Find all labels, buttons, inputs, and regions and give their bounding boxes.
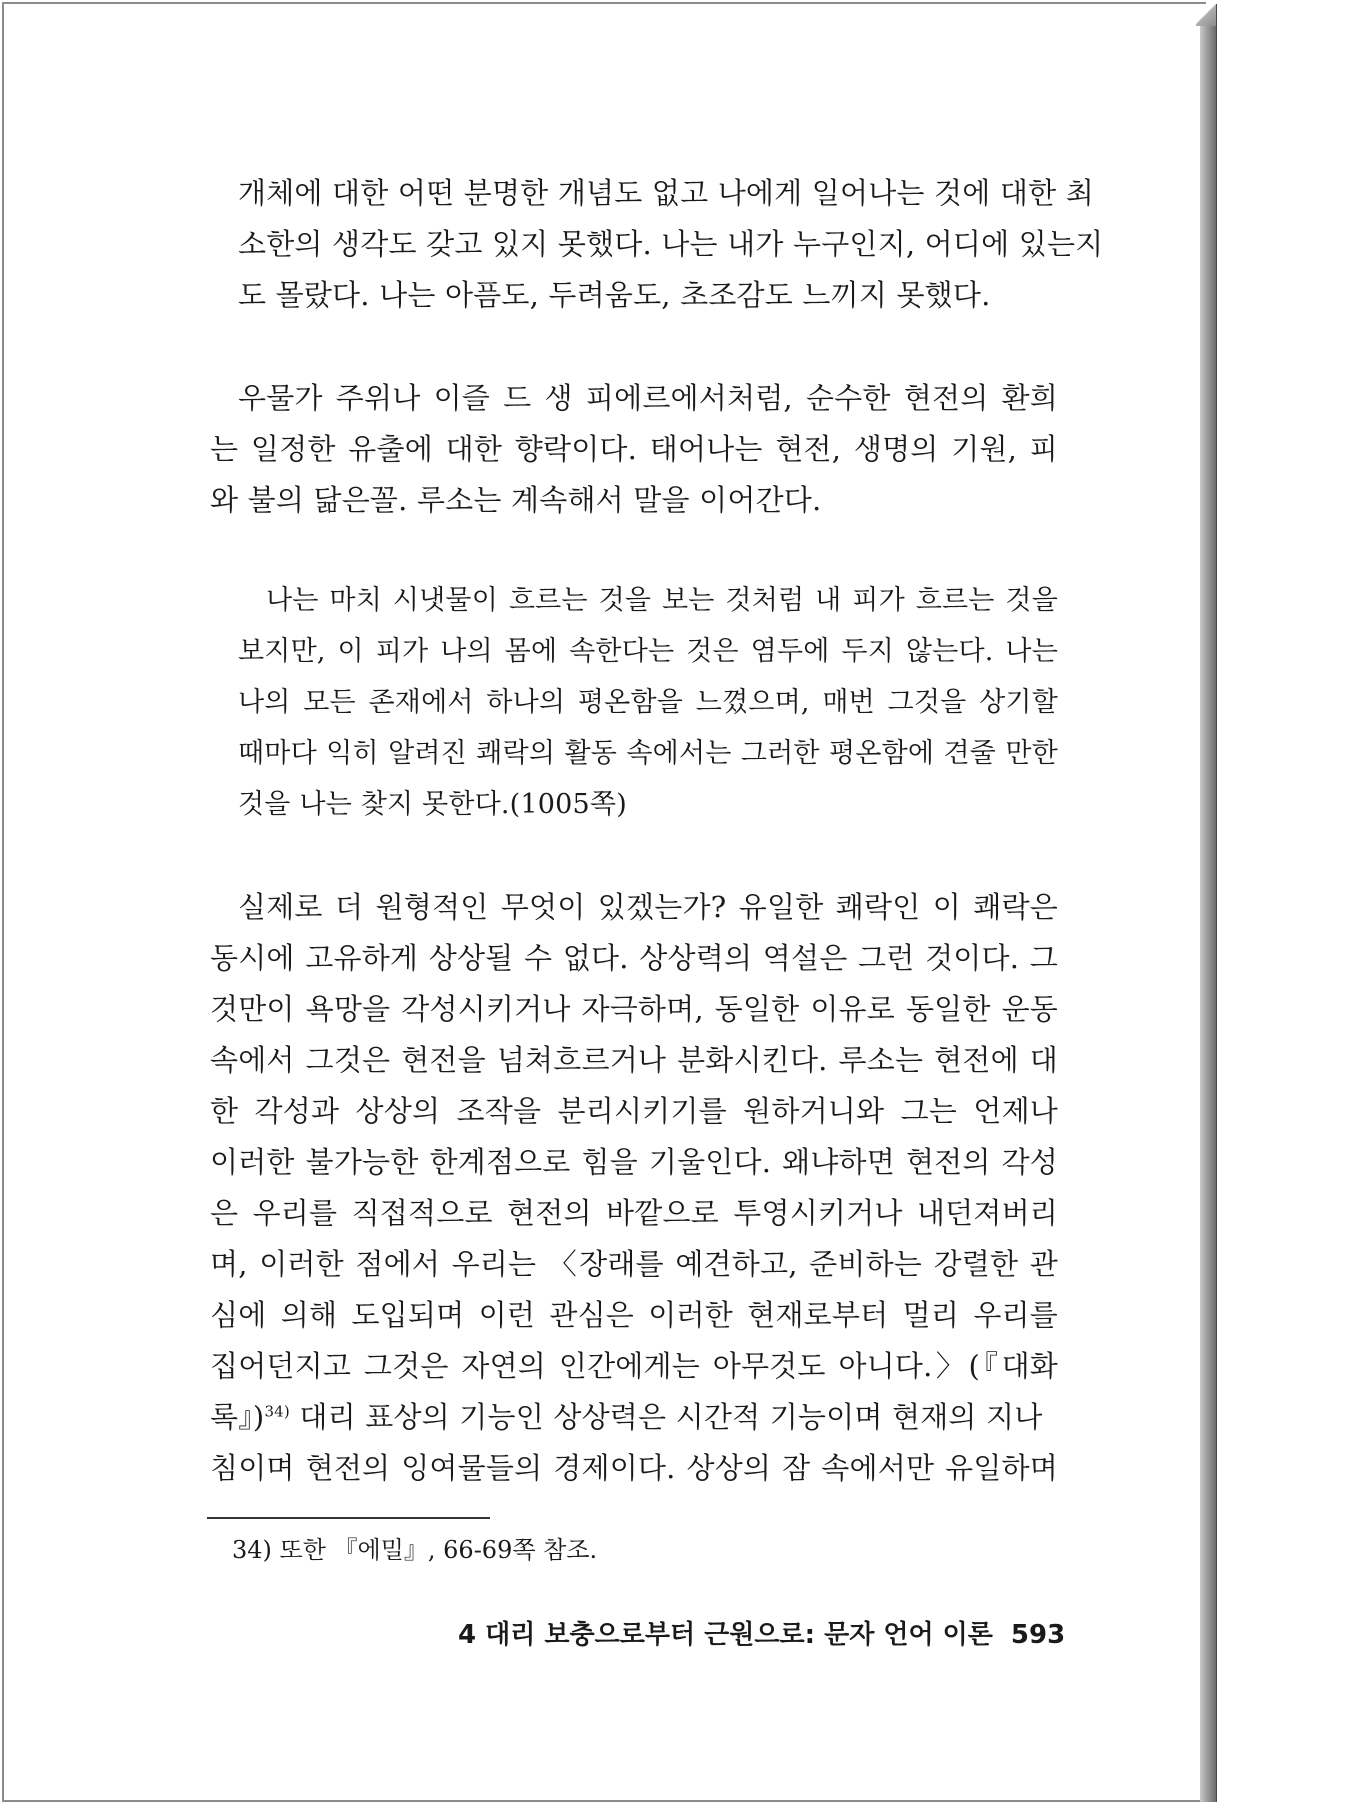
text-line: 집어던지고 그것은 자연의 인간에게는 아무것도 아니다.〉(『대화 (210, 1349, 1058, 1383)
text-line: 이러한 불가능한 한계점으로 힘을 기울인다. 왜냐하면 현전의 각성 (210, 1145, 1058, 1179)
text-line: 와 불의 닮은꼴. 루소는 계속해서 말을 이어간다. (210, 483, 822, 517)
footnote-reference: 34) (264, 1402, 290, 1421)
page-edge-shadow (1200, 4, 1217, 1802)
page-number: 593 (1010, 1620, 1066, 1650)
page-corner-fold (1196, 4, 1216, 26)
text-line: 며, 이러한 점에서 우리는 〈장래를 예견하고, 준비하는 강렬한 관 (210, 1247, 1058, 1281)
running-footer (458, 1615, 1065, 1655)
text-line: 나는 마치 시냇물이 흐르는 것을 보는 것처럼 내 피가 흐르는 것을 (266, 585, 1058, 616)
text-line: 한 각성과 상상의 조작을 분리시키기를 원하거니와 그는 언제나 (210, 1094, 1058, 1128)
text-line: 것을 나는 찾지 못한다.(1005쪽) (238, 789, 627, 820)
text-line: 개체에 대한 어떤 분명한 개념도 없고 나에게 일어나는 것에 대한 최 (238, 176, 1094, 210)
text-line: 도 몰랐다. 나는 아픔도, 두려움도, 초조감도 느끼지 못했다. (238, 278, 991, 312)
text-line: 때마다 익히 알려진 쾌락의 활동 속에서는 그러한 평온함에 견줄 만한 (238, 738, 1058, 769)
text-line: 침이며 현전의 잉여물들의 경제이다. 상상의 잠 속에서만 유일하며 (210, 1451, 1058, 1485)
text-line: 것만이 욕망을 각성시키거나 자극하며, 동일한 이유로 동일한 운동 (210, 992, 1058, 1026)
text-line: 심에 의해 도입되며 이런 관심은 이러한 현재로부터 멀리 우리를 (210, 1298, 1058, 1332)
text-fragment: 대리 표상의 기능인 상상력은 시간적 기능이며 현재의 지나 (289, 1400, 1043, 1434)
text-fragment: 록』) (210, 1400, 265, 1434)
footnote-divider (207, 1517, 490, 1519)
text-line-with-footnote-ref (210, 1392, 1042, 1443)
text-line: 동시에 고유하게 상상될 수 없다. 상상력의 역설은 그런 것이다. 그 (210, 941, 1058, 975)
text-line: 나의 모든 존재에서 하나의 평온함을 느꼈으며, 매번 그것을 상기할 (238, 687, 1058, 718)
text-line: 보지만, 이 피가 나의 몸에 속한다는 것은 염두에 두지 않는다. 나는 (238, 636, 1058, 667)
text-line: 속에서 그것은 현전을 넘쳐흐르거나 분화시킨다. 루소는 현전에 대 (210, 1043, 1058, 1077)
running-title: 4 대리 보충으로부터 근원으로: 문자 언어 이론 (458, 1620, 993, 1650)
text-line: 실제로 더 원형적인 무엇이 있겠는가? 유일한 쾌락인 이 쾌락은 (238, 890, 1058, 924)
text-line: 소한의 생각도 갖고 있지 못했다. 나는 내가 누구인지, 어디에 있는지 (238, 227, 1104, 261)
text-line: 우물가 주위나 이즐 드 생 피에르에서처럼, 순수한 현전의 환희 (238, 381, 1058, 415)
text-line: 은 우리를 직접적으로 현전의 바깥으로 투영시키거나 내던져버리 (210, 1196, 1058, 1230)
text-line: 는 일정한 유출에 대한 향락이다. 태어나는 현전, 생명의 기원, 피 (210, 432, 1058, 466)
footnote: 34) 또한 『에밀』, 66-69쪽 참조. (232, 1536, 598, 1564)
